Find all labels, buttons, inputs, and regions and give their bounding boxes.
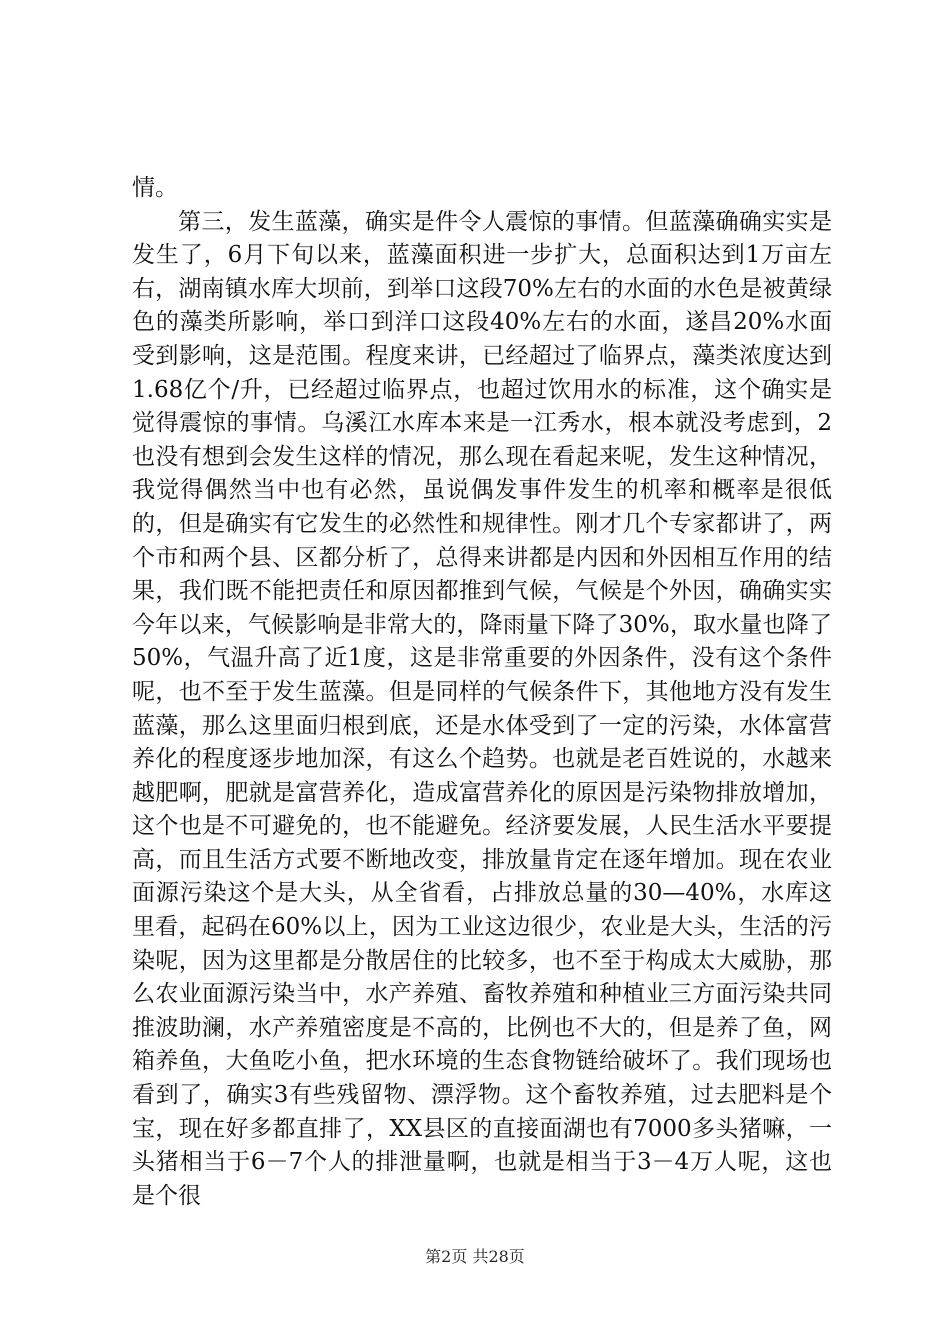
page-number-label: 第2页 共28页 (425, 1247, 525, 1266)
document-body (132, 172, 832, 1213)
page-footer (0, 1244, 950, 1267)
paragraph-third-point: 第三，发生蓝藻，确实是件令人震惊的事情。但蓝藻确确实实是发生了，6月下旬以来，蓝藻面积进一步扩大，总面积达到1万亩左右，湖南镇水库大坝前，到举口这段70%左右的水面的水色是被黄绿色的藻类所影响，举口到洋口这段40%左右的水面，遂昌20%水面受到影响，这是范围。程度来讲，已经超过了临界点，藻类浓度达到1.68亿个/升，已经超过临界点，也超过饮用水的标准，这个确实是觉得震惊的事情。乌溪江水库本来是一江秀水，根本就没考虑到，2也没有想到会发生这样的情况，那么现在看起来呢，发生这种情况，我觉得偶然当中也有必然，虽说偶发事件发生的机率和概率是很低的，但是确实有它发生的必然性和规律性。刚才几个专家都讲了，两个市和两个县、区都分析了，总得来讲都是内因和外因相互作用的结果，我们既不能把责任和原因都推到气候，气候是个外因，确确实实今年以来，气候影响是非常大的，降雨量下降了30%，取水量也降了50%，气温升高了近1度，这是非常重要的外因条件，没有这个条件呢，也不至于发生蓝藻。但是同样的气候条件下，其他地方没有发生蓝藻，那么这里面归根到底，还是水体受到了一定的污染，水体富营养化的程度逐步地加深，有这么个趋势。也就是老百姓说的，水越来越肥啊，肥就是富营养化，造成富营养化的原因是污染物排放增加，这个也是不可避免的，也不能避免。经济要发展，人民生活水平要提高，而且生活方式要不断地改变，排放量肯定在逐年增加。现在农业面源污染这个是大头，从全省看，占排放总量的30—40%，水库这里看，起码在60%以上，因为工业这边很少，农业是大头，生活的污染呢，因为这里都是分散居住的比较多，也不至于构成太大威胁，那么农业面源污染当中，水产养殖、畜牧养殖和种植业三方面污染共同推波助澜，水产养殖密度是不高的，比例也不大的，但是养了鱼，网箱养鱼，大鱼吃小鱼，把水环境的生态食物链给破坏了。我们现场也看到了，确实3有些残留物、漂浮物。这个畜牧养殖，过去肥料是个宝，现在好多都直排了，XX县区的直接面湖也有7000多头猪嘛，一头猪相当于6－7个人的排泄量啊，也就是相当于3－4万人呢，这也是个很 (132, 208, 833, 1209)
paragraph-continuation: 情。 (132, 175, 178, 201)
